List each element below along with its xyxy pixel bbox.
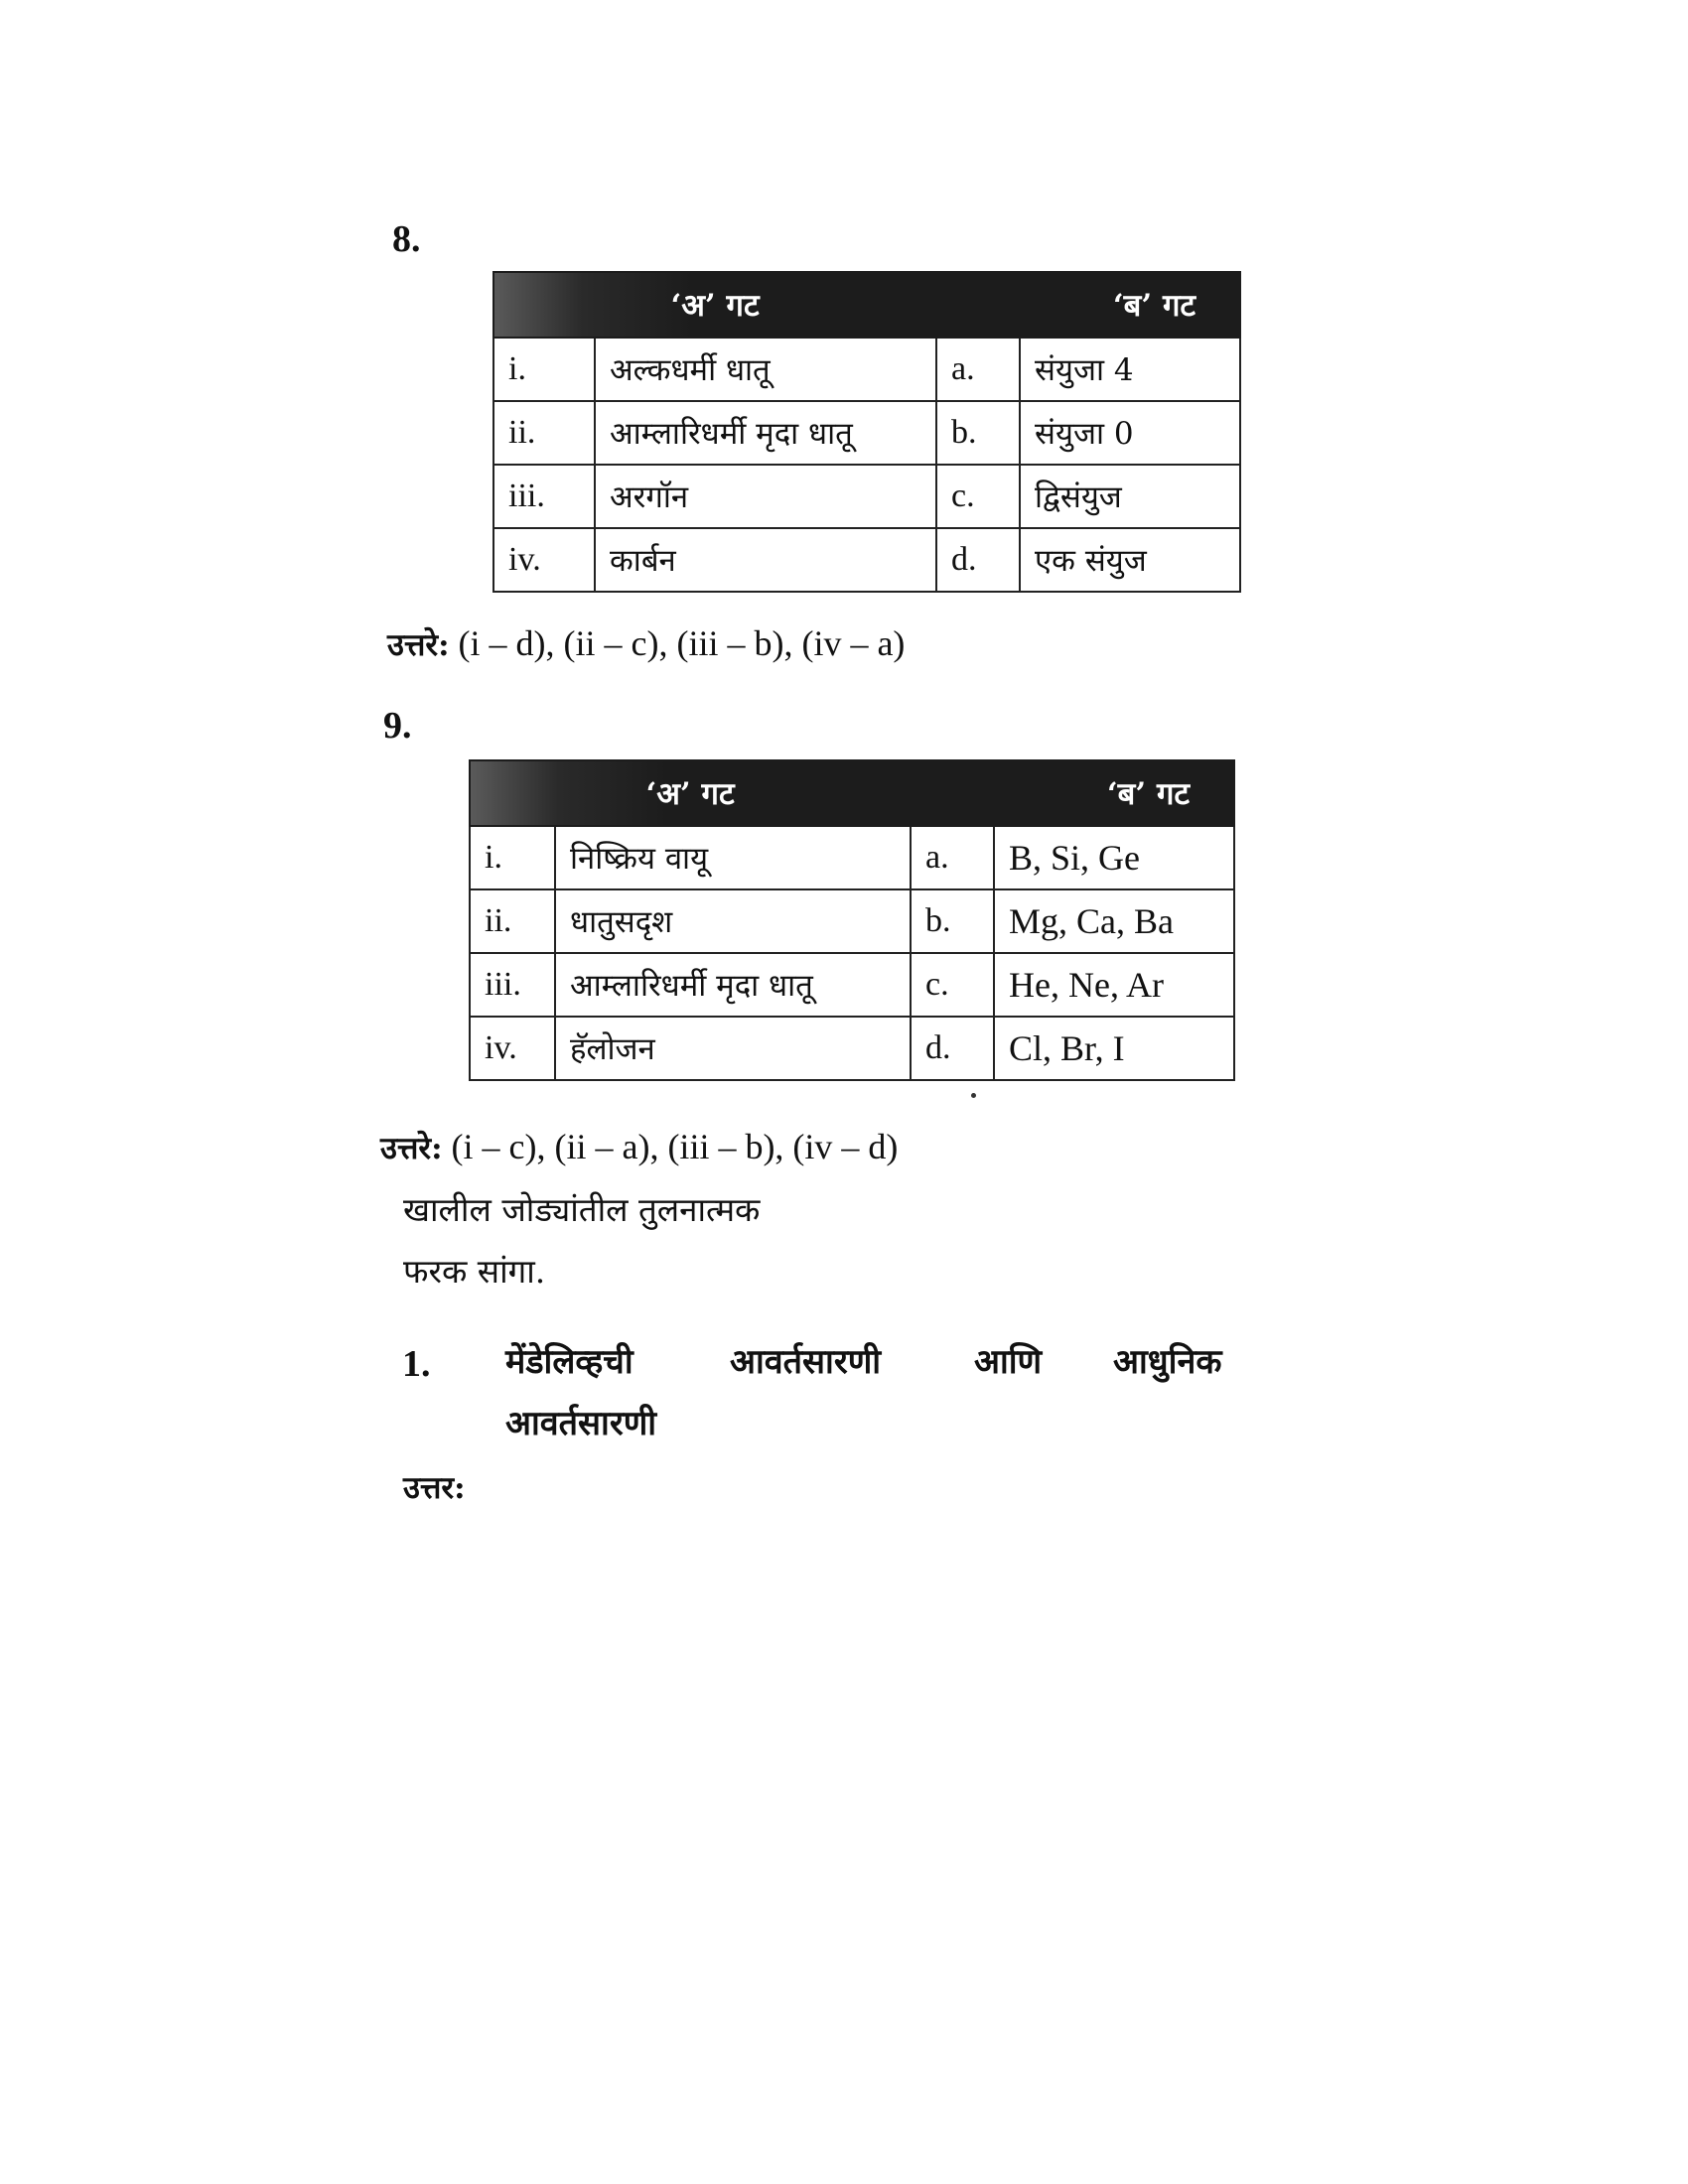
column-a-item: हॅलोजन: [555, 1017, 911, 1080]
row-number: iii.: [493, 465, 595, 528]
column-b-item: संयुजा 4: [1020, 338, 1240, 401]
scan-speck: [971, 1093, 976, 1098]
row-number: iv.: [470, 1017, 555, 1080]
column-b-item: B, Si, Ge: [994, 826, 1234, 889]
table-header-row: [470, 760, 1234, 826]
column-b-item: द्विसंयुज: [1020, 465, 1240, 528]
column-a-item: निष्क्रिय वायू: [555, 826, 911, 889]
column-b-header: ‘ब’ गट: [911, 760, 1234, 826]
table-row: [493, 401, 1240, 465]
table-row: [493, 465, 1240, 528]
column-a-item: आम्लारिधर्मी मृदा धातू: [595, 401, 936, 465]
row-number: ii.: [493, 401, 595, 465]
row-number: iv.: [493, 528, 595, 592]
sub-question-word: आणि: [974, 1342, 1043, 1382]
column-a-item: कार्बन: [595, 528, 936, 592]
column-b-item: संयुजा 0: [1020, 401, 1240, 465]
row-letter: c.: [936, 465, 1020, 528]
row-number: i.: [470, 826, 555, 889]
row-letter: c.: [911, 953, 994, 1017]
row-number: ii.: [470, 889, 555, 953]
table-row: [470, 826, 1234, 889]
row-number: i.: [493, 338, 595, 401]
section-prompt-line-2: फरक सांगा.: [403, 1252, 546, 1291]
column-a-item: अल्कधर्मी धातू: [595, 338, 936, 401]
table-row: [493, 528, 1240, 592]
answer-label: उत्तरे:: [380, 1131, 443, 1166]
row-letter: d.: [911, 1017, 994, 1080]
table-row: [493, 338, 1240, 401]
answer-line-q9: [380, 1129, 898, 1164]
row-letter: b.: [911, 889, 994, 953]
answer-label: उत्तरे:: [387, 627, 450, 663]
section-prompt-line-1: खालील जोड्यांतील तुलनात्मक: [403, 1190, 761, 1229]
sub-question-1: [402, 1342, 1256, 1454]
column-a-item: अरगॉन: [595, 465, 936, 528]
sub-question-number: 1.: [402, 1343, 431, 1385]
table-row: [470, 889, 1234, 953]
match-table-q8: [492, 271, 1241, 593]
table-header-row: [493, 272, 1240, 338]
column-a-header: ‘अ’ गट: [493, 272, 936, 338]
sub-question-line-2: आवर्तसारणी: [505, 1404, 657, 1443]
row-number: iii.: [470, 953, 555, 1017]
row-letter: d.: [936, 528, 1020, 592]
answer-text: (i – d), (ii – c), (iii – b), (iv – a): [458, 623, 906, 663]
question-number-8: 8.: [392, 218, 421, 260]
row-letter: b.: [936, 401, 1020, 465]
question-number-9: 9.: [383, 705, 412, 747]
column-b-item: He, Ne, Ar: [994, 953, 1234, 1017]
sub-question-word: आधुनिक: [1113, 1342, 1222, 1382]
table-row: [470, 953, 1234, 1017]
row-letter: a.: [911, 826, 994, 889]
column-b-header: ‘ब’ गट: [936, 272, 1240, 338]
column-a-item: आम्लारिधर्मी मृदा धातू: [555, 953, 911, 1017]
sub-question-word: आवर्तसारणी: [730, 1342, 882, 1382]
sub-question-word: मेंडेलिव्हची: [505, 1342, 633, 1382]
match-table-q9: [469, 759, 1235, 1081]
answer-line-q8: [387, 625, 905, 661]
row-letter: a.: [936, 338, 1020, 401]
column-b-item: Mg, Ca, Ba: [994, 889, 1234, 953]
column-b-item: एक संयुज: [1020, 528, 1240, 592]
column-a-item: धातुसदृश: [555, 889, 911, 953]
sub-question-answer-label: उत्तर:: [403, 1470, 466, 1506]
answer-text: (i – c), (ii – a), (iii – b), (iv – d): [451, 1127, 899, 1166]
table-row: [470, 1017, 1234, 1080]
column-b-item: Cl, Br, I: [994, 1017, 1234, 1080]
column-a-header: ‘अ’ गट: [470, 760, 911, 826]
